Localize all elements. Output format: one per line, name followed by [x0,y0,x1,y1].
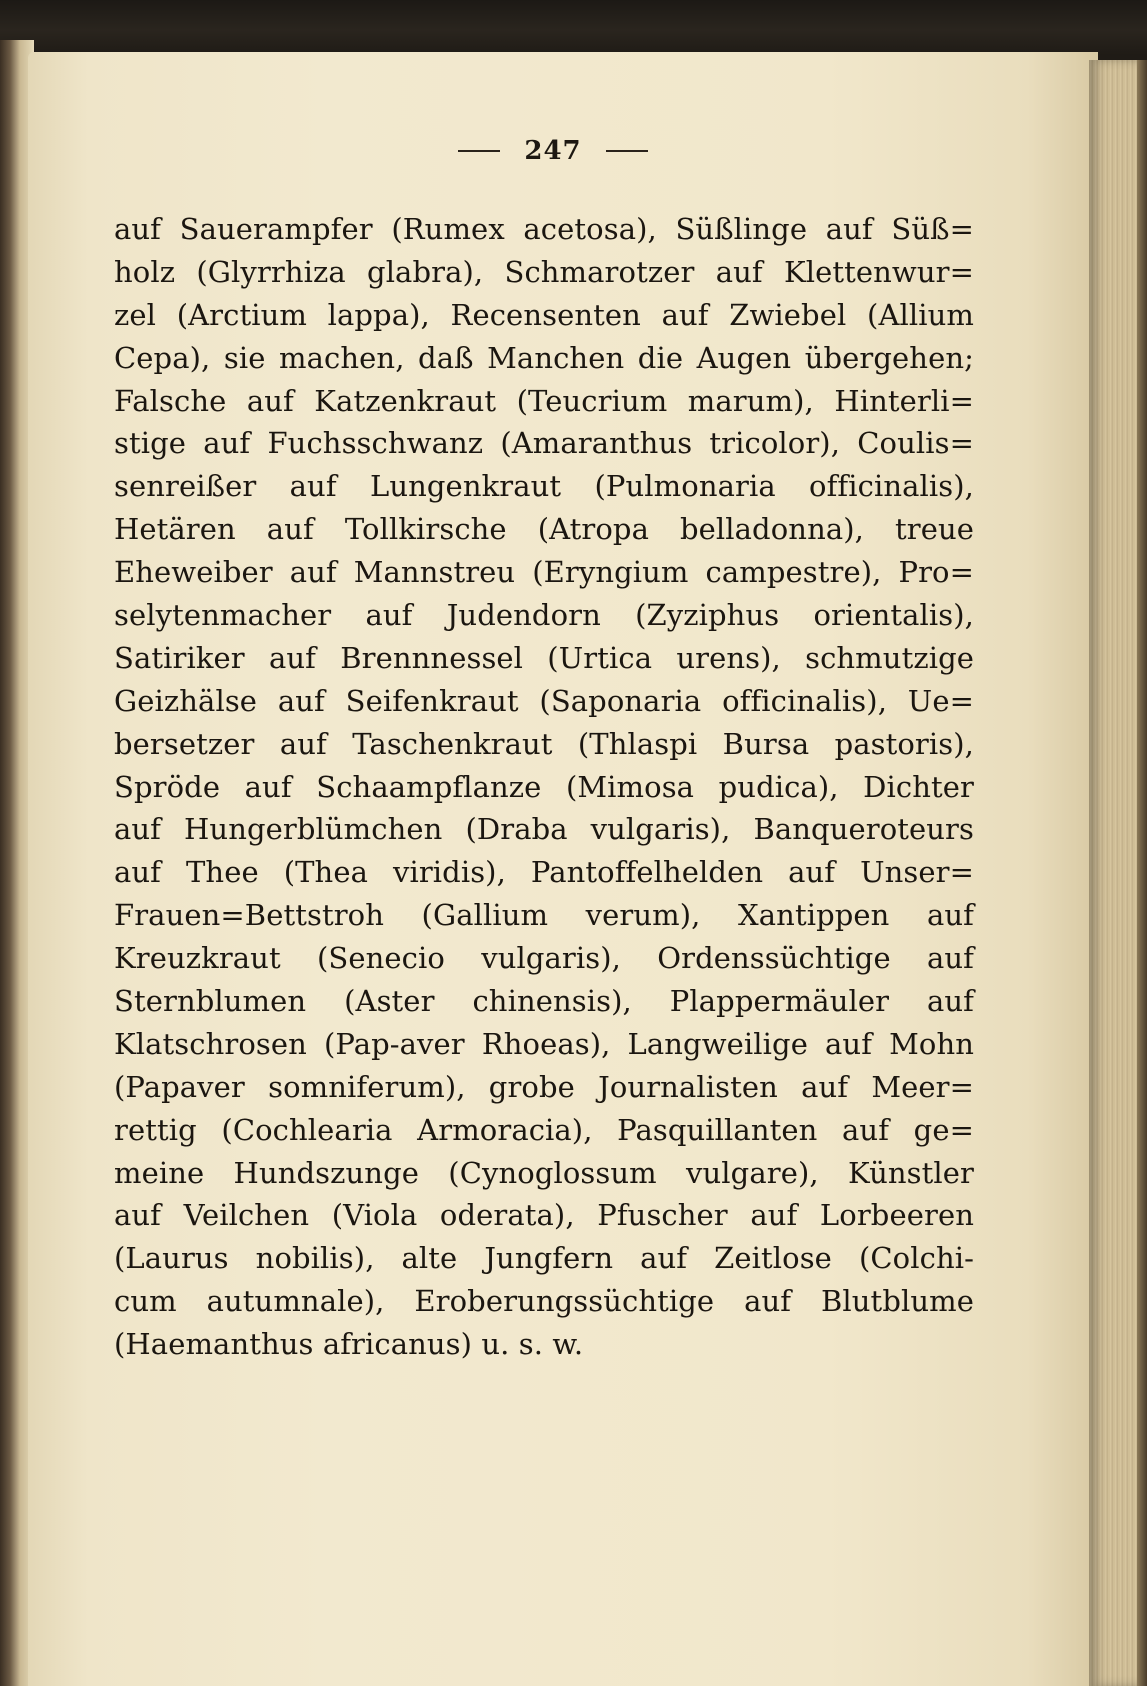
text-line: zel (Arctium lappa), Recensenten auf Zwiebel (Allium [114,297,974,332]
page-stack-edge [1089,60,1147,1686]
text-line: Cepa), sie machen, daß Manchen die Augen übergehen; [114,340,974,375]
text-line: Kreuzkraut (Senecio vulgaris), Ordenssüchtige auf [114,941,974,976]
text-line: Geizhälse auf Seifenkraut (Saponaria officinalis), Ue= [114,683,974,718]
text-line: holz (Glyrrhiza glabra), Schmarotzer auf Klettenwur= [114,254,974,289]
text-line: Klatschrosen (Pap-aver Rhoeas), Langweilige auf Mohn [114,1026,974,1061]
text-line: Spröde auf Schaampflanze (Mimosa pudica), Dichter [114,769,974,804]
text-line: (Papaver somniferum), grobe Journalisten auf Meer= [114,1069,974,1104]
text-line: Satiriker auf Brennnessel (Urtica urens), schmutzige [114,640,974,675]
page-header [458,136,648,166]
text-line: selytenmacher auf Judendorn (Zyziphus orientalis), [114,598,974,633]
text-line: auf Veilchen (Viola oderata), Pfuscher auf Lorbeeren [114,1198,974,1233]
header-dash-right [606,150,648,152]
text-line: stige auf Fuchsschwanz (Amaranthus tricolor), Coulis= [114,426,974,461]
text-line: Frauen=Bettstroh (Gallium verum), Xantippen auf [114,898,974,933]
header-dash-left [458,150,500,152]
text-line: rettig (Cochlearia Armoracia), Pasquillanten auf ge= [114,1112,974,1147]
body-text [114,208,974,1366]
text-line: auf Sauerampfer (Rumex acetosa), Süßlinge auf Süß= [114,212,974,246]
text-line: auf Hungerblümchen (Draba vulgaris), Banqueroteurs [114,812,974,847]
text-line: Hetären auf Tollkirsche (Atropa belladonna), treue [114,512,974,547]
text-line: cum autumnale), Eroberungssüchtige auf Blutblume [114,1284,974,1319]
text-line: Eheweiber auf Mannstreu (Eryngium campestre), Pro= [114,555,974,590]
text-line: (Laurus nobilis), alte Jungfern auf Zeitlose (Colchi- [114,1241,974,1276]
page-number: 247 [524,136,582,166]
text-line: senreißer auf Lungenkraut (Pulmonaria officinalis), [114,469,974,504]
text-line: meine Hundszunge (Cynoglossum vulgare), Künstler [114,1155,974,1190]
text-line: bersetzer auf Taschenkraut (Thlaspi Bursa pastoris), [114,726,974,761]
text-line: (Haemanthus africanus) u. s. w. [114,1327,584,1362]
text-line: Sternblumen (Aster chinensis), Plappermäuler auf [114,984,974,1019]
text-line: Falsche auf Katzenkraut (Teucrium marum), Hinterli= [114,383,974,418]
text-line: auf Thee (Thea viridis), Pantoffelhelden auf Unser= [114,855,974,890]
